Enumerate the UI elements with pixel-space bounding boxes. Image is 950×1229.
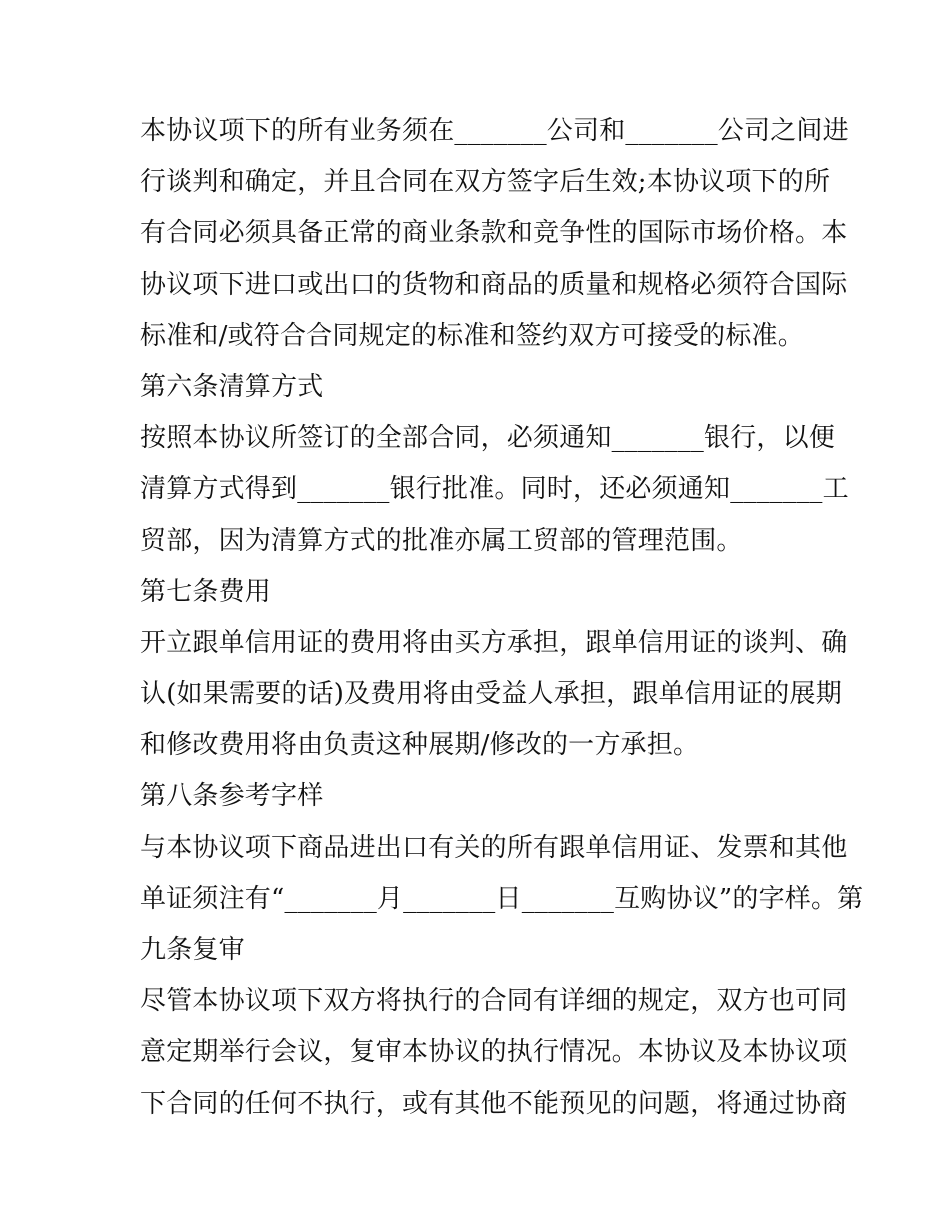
section-heading: 第七条费用 (140, 576, 272, 607)
text-line: 贸部，因为清算方式的批准亦属工贸部的管理范围。 (140, 525, 743, 556)
text-line: 行谈判和确定，并且合同在双方签字后生效;本协议项下的所 (140, 167, 831, 198)
text-line: 意定期举行会议，复审本协议的执行情况。本协议及本协议项 (140, 1037, 848, 1068)
section-heading: 第六条清算方式 (140, 371, 324, 402)
text-line: 下合同的任何不执行，或有其他不能预见的问题，将通过协商 (140, 1088, 848, 1119)
text-line: 标准和/或符合合同规定的标准和签约双方可接受的标准。 (140, 320, 804, 351)
text-line: 清算方式得到_______银行批准。同时，还必须通知_______工 (140, 474, 849, 505)
text-line: 尽管本协议项下双方将执行的合同有详细的规定，双方也可同 (140, 986, 848, 1017)
text-line: 和修改费用将由负责这种展期/修改的一方承担。 (140, 730, 700, 761)
text-line: 协议项下进口或出口的货物和商品的质量和规格必须符合国际 (140, 269, 848, 300)
text-line: 本协议项下的所有业务须在_______公司和_______公司之间进 (140, 116, 849, 146)
section-heading: 第八条参考字样 (140, 781, 324, 812)
section-heading: 九条复审 (140, 935, 245, 965)
document-body (140, 106, 864, 1130)
text-line: 认(如果需要的话)及费用将由受益人承担，跟单信用证的展期 (140, 679, 842, 710)
text-line: 与本协议项下商品进出口有关的所有跟单信用证、发票和其他 (140, 832, 848, 863)
text-line: 按照本协议所签订的全部合同，必须通知_______银行，以便 (140, 423, 836, 454)
text-line: 开立跟单信用证的费用将由买方承担，跟单信用证的谈判、确 (140, 627, 848, 658)
text-line: 有合同必须具备正常的商业条款和竞争性的国际市场价格。本 (140, 218, 848, 249)
text-line: 单证须注有“_______月_______日_______互购协议”的字样。第 (140, 883, 864, 914)
